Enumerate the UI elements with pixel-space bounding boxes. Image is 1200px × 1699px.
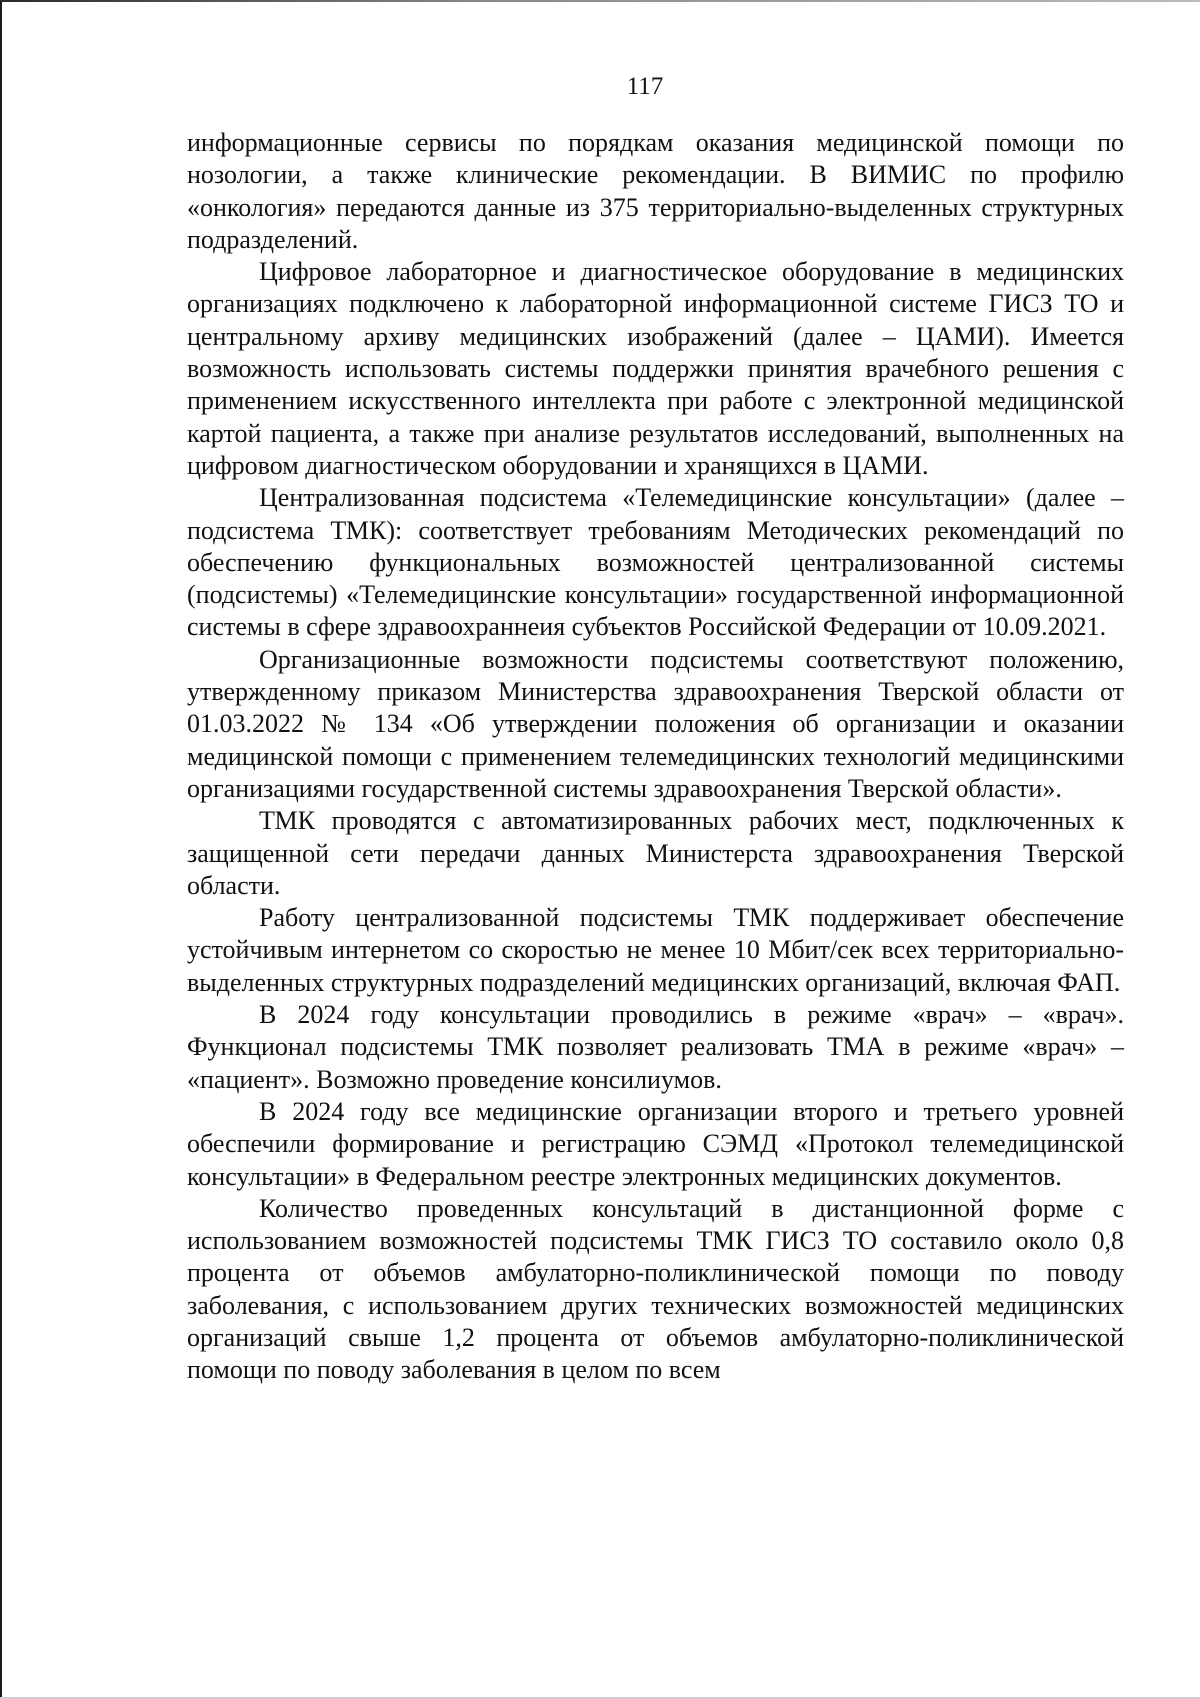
paragraph-workstations: ТМК проводятся с автоматизированных рабочих мест, подключенных к защищенной сети передачи данных Министерста здравоохранения Тверской области. (187, 806, 1124, 900)
paragraph-continuation: информационные сервисы по порядкам оказания медицинской помощи по нозологии, а также клинические рекомендации. В ВИМИС по профилю «онкология» передаются данные из 375 территориально-выделенных структурных подразделений. (187, 128, 1124, 254)
paragraph-digital-lab-equipment: Цифровое лабораторное и диагностическое оборудование в медицинских организациях подключено к лабораторной информационной системе ГИСЗ ТО и центральному архиву медицинских изображений (далее – ЦАМИ). Имеется возможность использовать системы поддержки принятия врачебного решения с применением искусственного интеллекта при работе с электронной медицинской картой пациента, а также при анализе результатов исследований, выполненных на цифровом диагностическом оборудовании и хранящихся в ЦАМИ. (187, 257, 1124, 480)
paragraph-semd-registration: В 2024 году все медицинские организации второго и третьего уровней обеспечили формирование и регистрацию СЭМД «Протокол телемедицинской консультации» в Федеральном реестре электронных медицинских документов. (187, 1096, 1124, 1191)
page-number: 117 (626, 73, 664, 100)
paragraph-consultation-volume: Количество проведенных консультаций в дистанционной форме с использованием возможностей подсистемы ТМК ГИСЗ ТО составило около 0,8 процента от объемов амбулаторно-поликлинической помощи по поводу заболевания, с использованием других технических возможностей медицинских организаций свыше 1,2 процента от объемов амбулаторно-поликлинической помощи по поводу заболевания в целом по всем (187, 1193, 1124, 1385)
paragraph-tmk-subsystem: Централизованная подсистема «Телемедицинские консультации» (далее – подсистема ТМК): соответствует требованиям Методических рекомендаций по обеспечению функциональных возможностей централизованной системы (подсистемы) «Телемедицинские консультации» государственной информационной системы в сфере здравоохраннеия субъектов Российской Федерации от 10.09.2021. (187, 483, 1124, 642)
document-body (187, 127, 1124, 1387)
scan-border-left (0, 0, 2, 1699)
paragraph-internet-support: Работу централизованной подсистемы ТМК поддерживает обеспечение устойчивым интернетом со скоростью не менее 10 Мбит/сек всех территориально-выделенных структурных подразделений медицинских организаций, включая ФАП. (187, 903, 1124, 997)
scan-border-top (0, 0, 1200, 2)
paragraph-consultation-modes: В 2024 году консультации проводились в режиме «врач» – «врач». Функционал подсистемы ТМК позволяет реализовать ТМА в режиме «врач» – «пациент». Возможно проведение консилиумов. (187, 1000, 1124, 1094)
paragraph-organizational-capabilities: Организационные возможности подсистемы соответствуют положению, утвержденному приказом Министерства здравоохранения Тверской области от 01.03.2022 № 134 «Об утверждении положения об организации и оказании медицинской помощи с применением телемедицинских технологий медицинскими организациями государственной системы здравоохранения Тверской области». (187, 644, 1124, 803)
